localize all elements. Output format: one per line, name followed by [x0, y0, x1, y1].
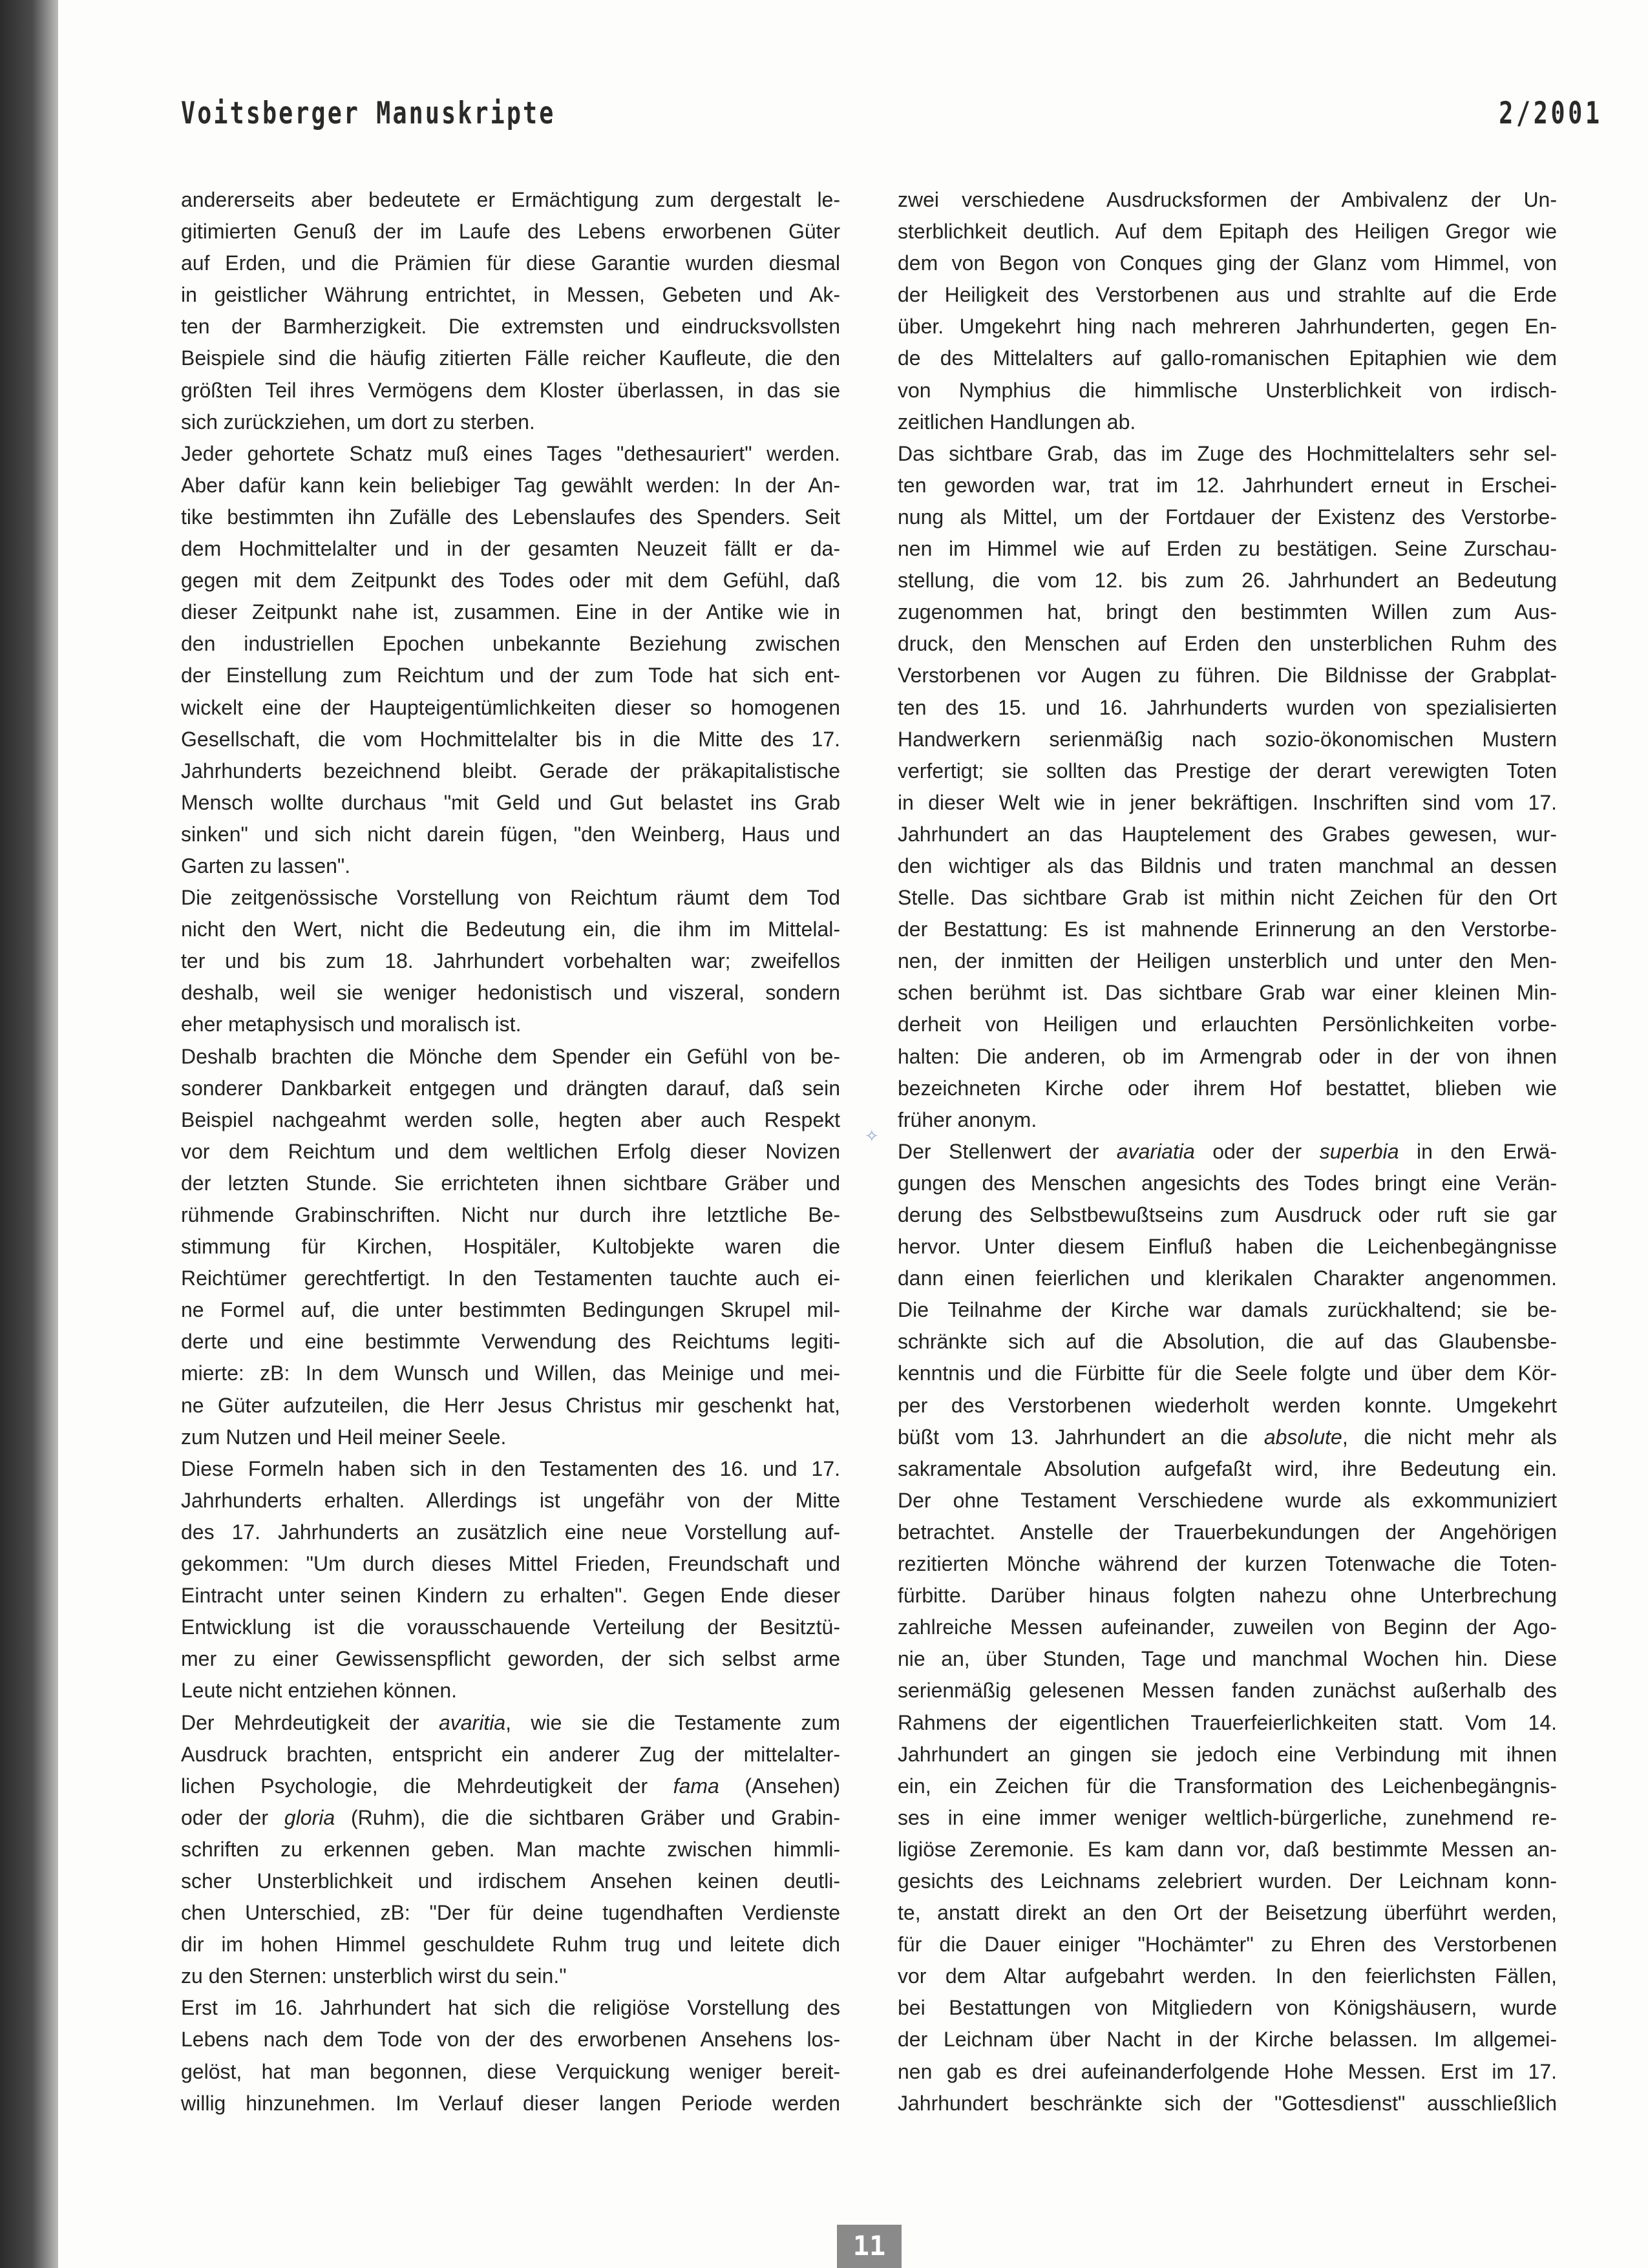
- text-line: sterblichkeit deutlich. Auf dem Epitaph des Heiligen Gregor wie: [898, 220, 1557, 244]
- text-line: sakramentale Absolution aufgefaßt wird, ihre Bedeutung ein.: [898, 1456, 1557, 1480]
- text-line: Leute nicht entziehen können.: [181, 1679, 457, 1703]
- text-line: in dieser Welt wie in jener bekräftigen. Inschriften sind vom 17.: [898, 790, 1557, 814]
- text-line: zugenommen hat, bringt den bestimmten Willen zum Aus-: [898, 600, 1557, 624]
- text-line: Stelle. Das sichtbare Grab ist mithin nicht Zeichen für den Ort: [898, 886, 1557, 910]
- text-line: ten des 15. und 16. Jahrhunderts wurden von spezialisierten: [898, 695, 1557, 719]
- text-line: lichen Psychologie, die Mehrdeutigkeit der fama (Ansehen): [181, 1774, 841, 1798]
- text-line: dem von Begon von Conques ging der Glanz vom Himmel, von: [898, 251, 1557, 275]
- text-line: Jahrhundert an gingen sie jedoch eine Verbindung mit ihnen: [898, 1742, 1557, 1766]
- text-line: Beispiel nachgeahmt werden solle, hegten aber auch Respekt: [181, 1108, 840, 1131]
- text-line: andererseits aber bedeutete er Ermächtigung zum dergestalt le-: [181, 188, 840, 211]
- text-line: Der ohne Testament Verschiedene wurde als exkommuniziert: [898, 1488, 1557, 1512]
- text-line: für die Dauer einiger "Hochämter" zu Ehren des Verstorbenen: [898, 1933, 1557, 1957]
- text-line: stimmung für Kirchen, Hospitäler, Kultobjekte waren die: [181, 1235, 840, 1259]
- text-line: sich zurückziehen, um dort zu sterben.: [181, 410, 535, 434]
- text-line: de des Mittelalters auf gallo-romanischen Epitaphien wie dem: [898, 346, 1557, 370]
- text-line: der Heiligkeit des Verstorbenen aus und strahlte auf die Erde: [898, 283, 1557, 307]
- page-number: 11: [852, 2230, 886, 2262]
- text-line: der Bestattung: Es ist mahnende Erinnerung an den Verstorbe-: [898, 918, 1557, 941]
- text-line: gitimierten Genuß der im Laufe des Lebens erworbenen Güter: [181, 220, 840, 244]
- text-line: der letzten Stunde. Sie errichteten ihnen sichtbare Gräber und: [181, 1171, 840, 1195]
- text-line: ligiöse Zeremonie. Es kam dann vor, daß bestimmte Messen an-: [898, 1837, 1557, 1861]
- text-line: nicht den Wert, nicht die Bedeutung ein, die ihm im Mittelal-: [181, 918, 840, 941]
- scan-edge: [0, 0, 58, 2268]
- left-column: [181, 184, 840, 2119]
- text-line: Verstorbenen vor Augen zu führen. Die Bildnisse der Grabplat-: [898, 664, 1557, 688]
- text-line: Jahrhundert beschränkte sich der "Gottesdienst" ausschließlich: [898, 2091, 1557, 2115]
- text-line: Entwicklung ist die vorausschauende Verteilung der Besitztü-: [181, 1615, 840, 1639]
- text-line: ses in eine immer weniger weltlich-bürgerliche, zunehmend re-: [898, 1805, 1557, 1829]
- text-line: Ausdruck brachten, entspricht ein anderer Zug der mittelalter-: [181, 1742, 840, 1766]
- text-line: zeitlichen Handlungen ab.: [898, 410, 1136, 434]
- text-line: tike bestimmten ihn Zufälle des Lebenslaufes des Spenders. Seit: [181, 505, 840, 529]
- text-line: nie an, über Stunden, Tage und manchmal Wochen hin. Diese: [898, 1647, 1557, 1671]
- text-line: halten: Die anderen, ob im Armengrab oder in der von ihnen: [898, 1044, 1557, 1068]
- text-line: per des Verstorbenen wiederholt werden konnte. Umgekehrt: [898, 1393, 1557, 1417]
- text-line: vor dem Altar aufgebahrt werden. In den feierlichsten Fällen,: [898, 1964, 1557, 1988]
- text-line: den wichtiger als das Bildnis und traten manchmal an dessen: [898, 854, 1557, 877]
- text-line: dieser Zeitpunkt nahe ist, zusammen. Eine in der Antike wie in: [181, 600, 840, 624]
- text-line: ten der Barmherzigkeit. Die extremsten und eindrucksvollsten: [181, 315, 840, 339]
- text-line: Jeder gehortete Schatz muß eines Tages "dethesauriert" werden.: [181, 441, 840, 465]
- text-line: Jahrhunderts erhalten. Allerdings ist ungefähr von der Mitte: [181, 1488, 840, 1512]
- text-line: den industriellen Epochen unbekannte Beziehung zwischen: [181, 632, 840, 656]
- text-line: ein, ein Zeichen für die Transformation des Leichenbegängnis-: [898, 1774, 1557, 1798]
- text-line: ten geworden war, trat im 12. Jahrhundert erneut in Erschei-: [898, 473, 1557, 497]
- text-line: Lebens nach dem Tode von der des erworbenen Ansehens los-: [181, 2028, 840, 2052]
- text-line: betrachtet. Anstelle der Trauerbekundungen der Angehörigen: [898, 1520, 1557, 1544]
- text-line: mierte: zB: In dem Wunsch und Willen, das Meinige und mei-: [181, 1361, 840, 1385]
- text-line: serienmäßig gelesenen Messen fanden zunächst außerhalb des: [898, 1679, 1557, 1703]
- text-line: fürbitte. Darüber hinaus folgten nahezu ohne Unterbrechung: [898, 1584, 1557, 1608]
- right-column: [898, 184, 1557, 2119]
- text-line: hervor. Unter diesem Einfluß haben die Leichenbegängnisse: [898, 1235, 1557, 1259]
- text-line: Mensch wollte durchaus "mit Geld und Gut belastet ins Grab: [181, 790, 840, 814]
- text-line: Beispiele sind die häufig zitierten Fälle reicher Kaufleute, die den: [181, 346, 840, 370]
- text-line: derte und eine bestimmte Verwendung des Reichtums legiti-: [181, 1330, 840, 1354]
- text-line: Eintracht unter seinen Kindern zu erhalten". Gegen Ende dieser: [181, 1584, 840, 1608]
- text-line: Der Mehrdeutigkeit der avaritia, wie sie die Testamente zum: [181, 1710, 841, 1734]
- text-line: Handwerkern serienmäßig nach sozio-ökonomischen Mustern: [898, 727, 1557, 751]
- text-line: in geistlicher Währung entrichtet, in Messen, Gebeten und Ak-: [181, 283, 840, 307]
- text-line: oder der gloria (Ruhm), die die sichtbaren Gräber und Grabin-: [181, 1805, 841, 1829]
- text-line: sinken" und sich nicht darein fügen, "den Weinberg, Haus und: [181, 822, 840, 846]
- page-number-box: [837, 2225, 902, 2268]
- text-line: bei Bestattungen von Mitgliedern von Königshäusern, wurde: [898, 1996, 1557, 2020]
- text-line: zum Nutzen und Heil meiner Seele.: [181, 1425, 507, 1449]
- text-line: der Leichnam über Nacht in der Kirche belassen. Im allgemei-: [898, 2028, 1557, 2052]
- text-line: Das sichtbare Grab, das im Zuge des Hochmittelalters sehr sel-: [898, 441, 1557, 465]
- text-line: chen Unterschied, zB: "Der für deine tugendhaften Verdienste: [181, 1901, 840, 1925]
- text-line: ter und bis zum 18. Jahrhundert vorbehalten war; zweifellos: [181, 949, 840, 973]
- text-line: gungen des Menschen angesichts des Todes bringt eine Verän-: [898, 1171, 1557, 1195]
- text-line: wickelt eine der Haupteigentümlichkeiten dieser so homogenen: [181, 695, 840, 719]
- text-line: gelöst, hat man begonnen, diese Verquickung weniger bereit-: [181, 2059, 840, 2083]
- text-line: zu den Sternen: unsterblich wirst du sein.": [181, 1964, 567, 1988]
- text-line: willig hinzunehmen. Im Verlauf dieser langen Periode werden: [181, 2091, 840, 2115]
- running-header: [181, 96, 1603, 141]
- text-line: eher metaphysisch und moralisch ist.: [181, 1013, 522, 1036]
- text-line: Jahrhundert an das Hauptelement des Grabes gewesen, wur-: [898, 822, 1557, 846]
- text-line: zwei verschiedene Ausdrucksformen der Ambivalenz der Un-: [898, 188, 1557, 211]
- text-line: Die zeitgenössische Vorstellung von Reichtum räumt dem Tod: [181, 886, 840, 910]
- text-line: verfertigt; sie sollten das Prestige der derart verewigten Toten: [898, 759, 1557, 782]
- text-line: zahlreiche Messen aufeinander, zuweilen von Beginn der Ago-: [898, 1615, 1557, 1639]
- text-line: Erst im 16. Jahrhundert hat sich die religiöse Vorstellung des: [181, 1996, 840, 2020]
- issue-number: 2/2001: [1499, 96, 1603, 131]
- text-line: rühmende Grabinschriften. Nicht nur durch ihre letztliche Be-: [181, 1203, 840, 1226]
- text-line: ne Güter aufzuteilen, die Herr Jesus Christus mir geschenkt hat,: [181, 1393, 840, 1417]
- text-line: über. Umgekehrt hing nach mehreren Jahrhunderten, gegen En-: [898, 315, 1557, 339]
- text-line: gesichts des Leichnams zelebriert wurden. Der Leichnam konn-: [898, 1869, 1557, 1893]
- text-line: Diese Formeln haben sich in den Testamenten des 16. und 17.: [181, 1456, 840, 1480]
- journal-title: Voitsberger Manuskripte: [181, 96, 556, 131]
- text-line: dann einen feierlichen und klerikalen Charakter angenommen.: [898, 1266, 1557, 1290]
- text-line: der Einstellung zum Reichtum und der zum Tode hat sich ent-: [181, 664, 840, 688]
- text-line: gegen mit dem Zeitpunkt des Todes oder mit dem Gefühl, daß: [181, 569, 840, 593]
- text-line: Jahrhunderts bezeichnend bleibt. Gerade der präkapitalistische: [181, 759, 840, 782]
- text-line: Deshalb brachten die Mönche dem Spender ein Gefühl von be-: [181, 1044, 840, 1068]
- text-line: nen, der inmitten der Heiligen unsterblich und unter den Men-: [898, 949, 1557, 973]
- text-line: des 17. Jahrhunderts an zusätzlich eine neue Vorstellung auf-: [181, 1520, 840, 1544]
- text-line: Der Stellenwert der avariatia oder der superbia in den Erwä-: [898, 1139, 1558, 1163]
- text-line: büßt vom 13. Jahrhundert an die absolute, die nicht mehr als: [898, 1425, 1557, 1449]
- text-line: Rahmens der eigentlichen Trauerfeierlichkeiten statt. Vom 14.: [898, 1710, 1557, 1734]
- text-line: vor dem Reichtum und dem weltlichen Erfolg dieser Novizen: [181, 1139, 840, 1163]
- text-line: rezitierten Mönche während der kurzen Totenwache die Toten-: [898, 1552, 1557, 1576]
- text-line: stellung, die vom 12. bis zum 26. Jahrhundert an Bedeutung: [898, 569, 1557, 593]
- text-line: nung als Mittel, um der Fortdauer der Existenz des Verstorbe-: [898, 505, 1557, 529]
- text-line: bezeichneten Kirche oder ihrem Hof bestattet, blieben wie: [898, 1076, 1557, 1100]
- text-line: mer zu einer Gewissenspflicht geworden, der sich selbst arme: [181, 1647, 840, 1671]
- text-line: früher anonym.: [898, 1108, 1037, 1131]
- text-line: deshalb, weil sie weniger hedonistisch und viszeral, sondern: [181, 981, 840, 1005]
- text-line: scher Unsterblichkeit und irdischem Ansehen keinen deutli-: [181, 1869, 840, 1893]
- text-line: Garten zu lassen".: [181, 854, 351, 877]
- text-line: Reichtümer gerechtfertigt. In den Testamenten tauchte auch ei-: [181, 1266, 840, 1290]
- text-line: Die Teilnahme der Kirche war damals zurückhaltend; sie be-: [898, 1298, 1557, 1322]
- text-line: ne Formel auf, die unter bestimmten Bedingungen Skrupel mil-: [181, 1298, 840, 1322]
- text-line: von Nymphius die himmlische Unsterblichkeit von irdisch-: [898, 378, 1557, 402]
- text-line: schen berühmt ist. Das sichtbare Grab war einer kleinen Min-: [898, 981, 1557, 1005]
- text-line: nen gab es drei aufeinanderfolgende Hohe Messen. Erst im 17.: [898, 2059, 1557, 2083]
- text-line: nen im Himmel wie auf Erden zu bestätigen. Seine Zurschau-: [898, 537, 1557, 561]
- text-line: schriften zu erkennen geben. Man machte zwischen himmli-: [181, 1837, 840, 1861]
- text-line: te, anstatt direkt an den Ort der Beisetzung überführt werden,: [898, 1901, 1557, 1925]
- text-line: Aber dafür kann kein beliebiger Tag gewählt werden: In der An-: [181, 473, 840, 497]
- text-line: auf Erden, und die Prämien für diese Garantie wurden diesmal: [181, 251, 840, 275]
- text-line: schränkte sich auf die Absolution, die auf das Glaubensbe-: [898, 1330, 1557, 1354]
- text-line: gekommen: "Um durch dieses Mittel Frieden, Freundschaft und: [181, 1552, 840, 1576]
- text-line: dem Hochmittelalter und in der gesamten Neuzeit fällt er da-: [181, 537, 840, 561]
- text-line: sonderer Dankbarkeit entgegen und drängten darauf, daß sein: [181, 1076, 840, 1100]
- text-line: Gesellschaft, die vom Hochmittelalter bis in die Mitte des 17.: [181, 727, 840, 751]
- text-line: derheit von Heiligen und erlauchten Persönlichkeiten vorbe-: [898, 1013, 1557, 1036]
- text-line: dir im hohen Himmel geschuldete Ruhm trug und leitete dich: [181, 1933, 840, 1957]
- text-line: druck, den Menschen auf Erden den unsterblichen Ruhm des: [898, 632, 1557, 656]
- text-line: kenntnis und die Fürbitte für die Seele folgte und über dem Kör-: [898, 1361, 1557, 1385]
- text-line: größten Teil ihres Vermögens dem Kloster überlassen, in das sie: [181, 378, 840, 402]
- scan-speck-icon: ✧: [865, 1127, 879, 1146]
- text-line: derung des Selbstbewußtseins zum Ausdruck oder ruft sie gar: [898, 1203, 1557, 1226]
